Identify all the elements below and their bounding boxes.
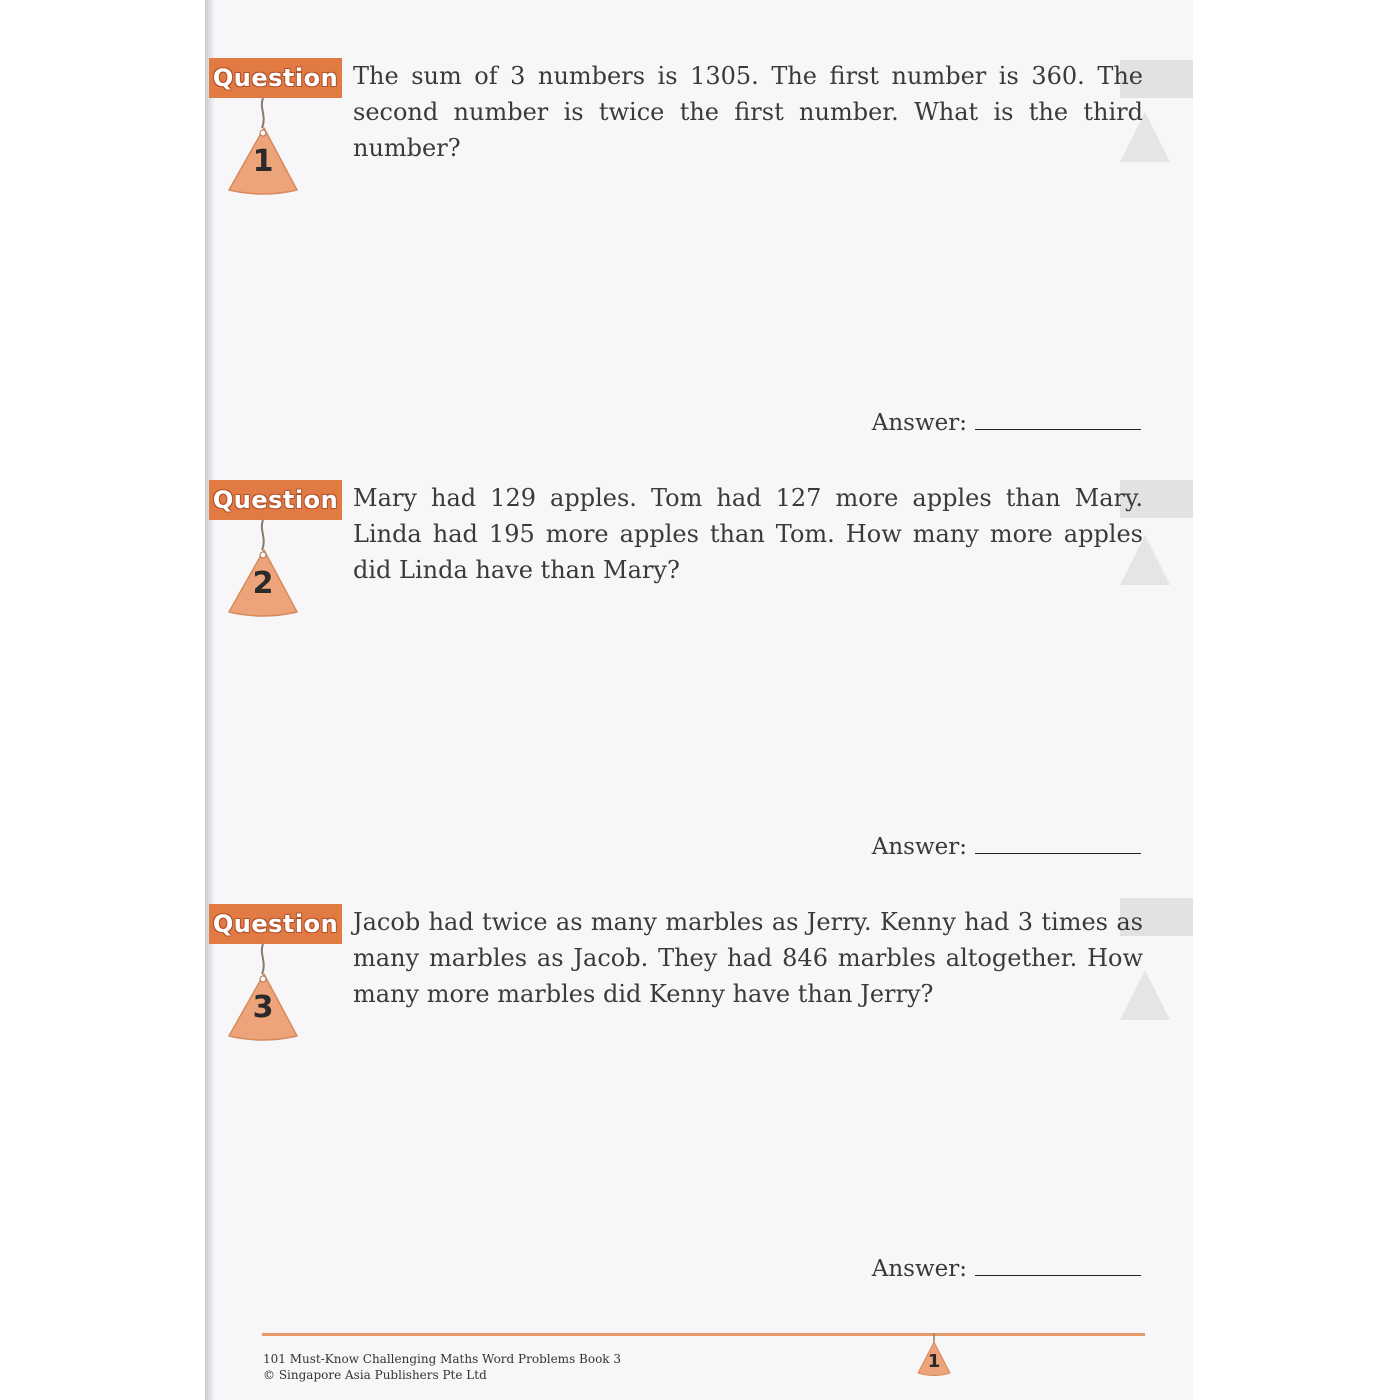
question-block-3 <box>207 904 1147 1294</box>
question-number: 2 <box>252 566 274 601</box>
question-label: Question <box>209 480 342 520</box>
page-number: 1 <box>927 1351 941 1372</box>
copyright: © Singapore Asia Publishers Pte Ltd <box>263 1368 487 1382</box>
answer-label: Answer: <box>871 834 967 860</box>
question-number: 1 <box>252 144 274 179</box>
answer-blank-line[interactable] <box>975 1275 1141 1276</box>
answer-field[interactable] <box>872 834 1141 860</box>
footer-text <box>263 1351 621 1383</box>
question-text: The sum of 3 numbers is 1305. The first number is 360. The second number is twice the first number. What is the third number? <box>353 62 1143 162</box>
answer-label: Answer: <box>871 410 967 436</box>
question-badge <box>207 58 342 218</box>
question-number: 3 <box>252 990 274 1025</box>
question-text: Mary had 129 apples. Tom had 127 more apples than Mary. Linda had 195 more apples than Tom. How many more apples did Linda have than Mary? <box>353 484 1143 584</box>
question-block-1 <box>207 58 1147 448</box>
answer-label: Answer: <box>871 1256 967 1282</box>
book-title: 101 Must-Know Challenging Maths Word Problems Book 3 <box>263 1352 622 1366</box>
answer-field[interactable] <box>872 1256 1141 1282</box>
question-block-2 <box>207 480 1147 870</box>
question-badge <box>207 480 342 640</box>
footer-divider <box>262 1333 1145 1336</box>
answer-blank-line[interactable] <box>975 429 1141 430</box>
answer-blank-line[interactable] <box>975 853 1141 854</box>
question-badge <box>207 904 342 1064</box>
question-label: Question <box>209 904 342 944</box>
question-text: Jacob had twice as many marbles as Jerry. Kenny had 3 times as many marbles as Jacob. They had 846 marbles altogether. How many more marbles did Kenny have than Jerry? <box>353 908 1143 1008</box>
answer-field[interactable] <box>872 410 1141 436</box>
question-label: Question <box>209 58 342 98</box>
